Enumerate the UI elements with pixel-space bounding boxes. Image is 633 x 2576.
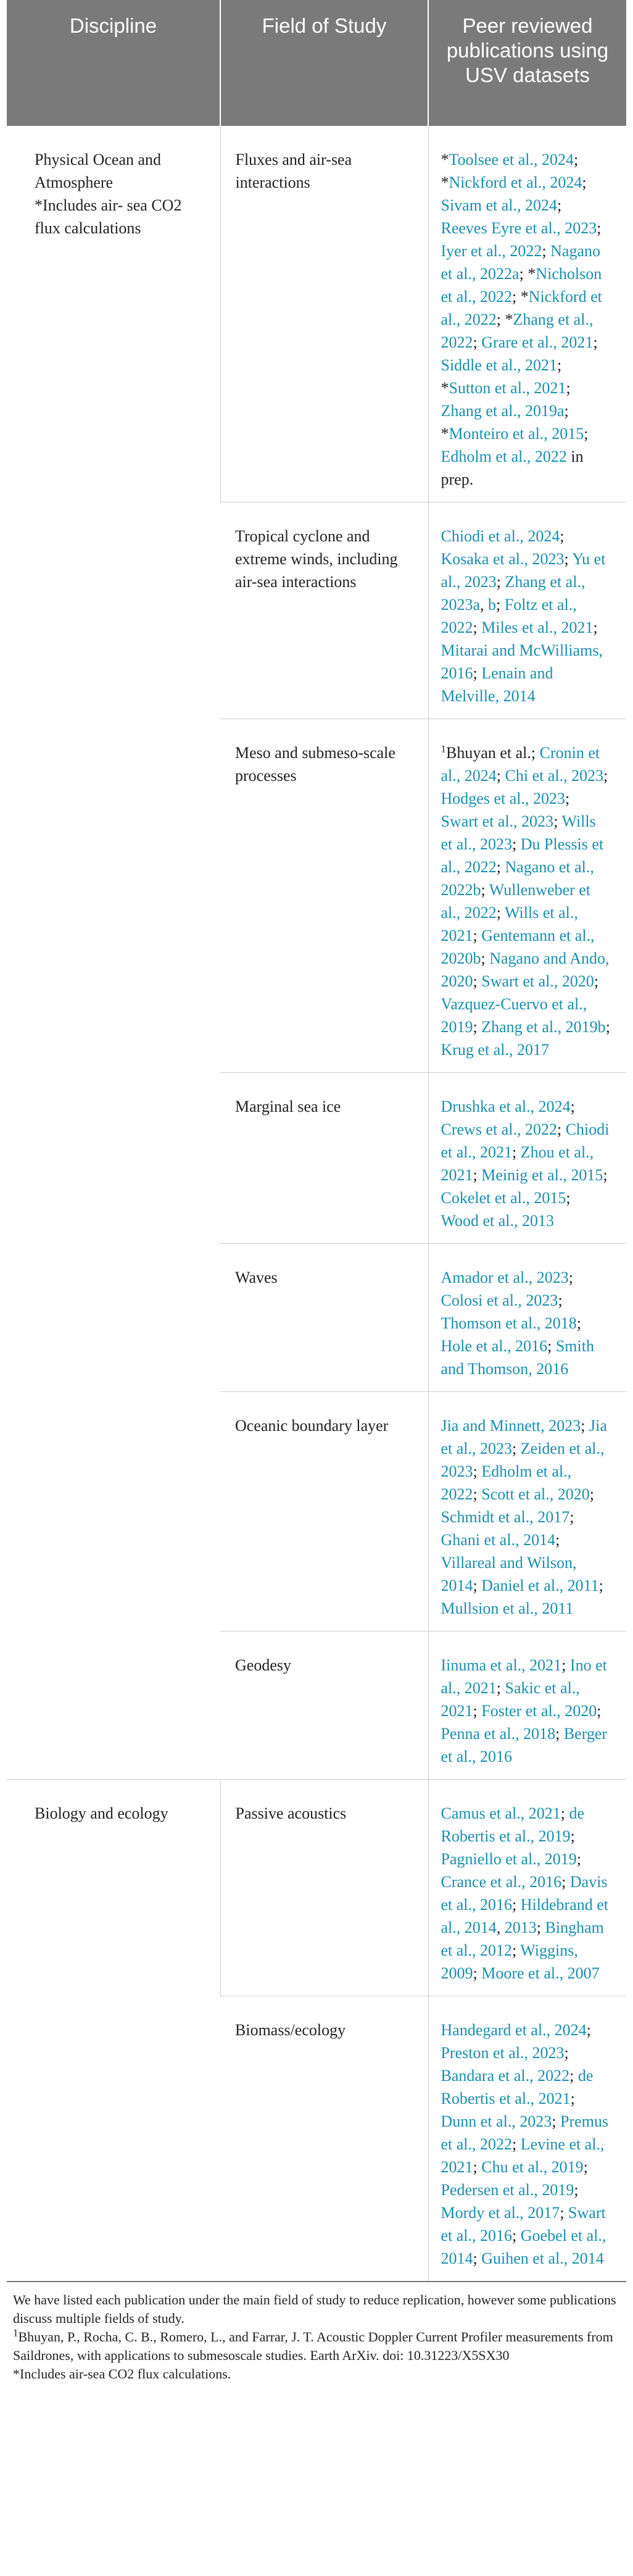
field-of-study-cell: Oceanic boundary layer — [220, 1392, 428, 1632]
citation-link[interactable]: Gentemann et al., 2020b — [441, 927, 595, 967]
citation-link[interactable]: Zhang et al., 2019a — [441, 402, 565, 420]
citation-separator: ; — [560, 1804, 569, 1822]
citation-separator: ; — [496, 573, 505, 591]
table-body — [7, 126, 626, 2282]
citation-separator: in prep. — [441, 448, 584, 488]
citation-link[interactable]: Mordy et al., 2017 — [441, 2204, 560, 2222]
citation-link[interactable]: de Robertis et al., 2019 — [441, 1804, 585, 1845]
citation-separator: ; — [581, 1417, 589, 1435]
discipline-note: *Includes air- sea CO2 flux calculations — [35, 196, 182, 237]
citation-link[interactable]: Siddle et al., 2021 — [441, 356, 557, 374]
field-of-study-cell: Biomass/ecology — [220, 1996, 428, 2282]
citation-link[interactable]: Nagano and Ando, 2020 — [441, 949, 610, 990]
table-footnotes — [7, 2282, 626, 2383]
footnote-bhuyan-text: Bhuyan, P., Rocha, C. B., Romero, L., and Farrar, J. T. Acoustic Doppler Current Profiler measurements from Saildrones, with applications to submesoscale studies. Earth ArXiv. doi: 10.31223/X5SX30 — [13, 2329, 613, 2363]
citation-separator: ; — [566, 379, 571, 397]
citation-link[interactable]: Chiodi et al., 2021 — [441, 1120, 610, 1161]
citation-link[interactable]: Nagano et al., 2022b — [441, 858, 594, 899]
citation-link[interactable]: Berger et al., 2016 — [441, 1725, 608, 1765]
publications-cell — [428, 126, 626, 502]
citation-link[interactable]: Grare et al., 2021 — [481, 333, 594, 351]
citation-separator: ; — [473, 2158, 482, 2176]
citation-separator: ; — [496, 904, 505, 922]
citation-separator: ; — [560, 2204, 569, 2222]
citation-separator: ; — [512, 2227, 521, 2245]
citation-separator: ; — [593, 333, 598, 351]
citation-link[interactable]: Villareal and Wilson, 2014 — [441, 1554, 577, 1594]
citation-link[interactable]: Hildebrand et al., 2014 — [441, 1896, 608, 1936]
citation-separator: ; — [496, 311, 505, 328]
citation-link[interactable]: Wills et al., 2023 — [441, 812, 596, 853]
citation-separator: ; — [574, 2181, 579, 2199]
citation-separator: ; — [496, 858, 505, 876]
publications-cell — [428, 1073, 626, 1244]
citation-separator: ; — [473, 1577, 482, 1594]
citation-link[interactable]: Goebel et al., 2014 — [441, 2227, 606, 2267]
citation-link[interactable]: Swart et al., 2016 — [441, 2204, 606, 2245]
citation-separator: ; — [564, 2044, 569, 2062]
usv-publications-table — [7, 0, 626, 2282]
citation-separator: ; — [603, 767, 608, 785]
citation-separator: ; — [553, 812, 562, 830]
citation-link[interactable]: Davis et al., 2016 — [441, 1873, 608, 1914]
footnote-replication: We have listed each publication under the main field of study to reduce replication, however some publications discuss multiple fields of study. — [13, 2292, 616, 2326]
citation-link[interactable]: Pedersen et al., 2019 — [441, 2181, 574, 2199]
citation-link[interactable]: Smith and Thomson, 2016 — [441, 1337, 594, 1378]
citation-link[interactable]: Colosi et al., 2023 — [441, 1291, 558, 1309]
citation-link[interactable]: Chi et al., 2023 — [505, 767, 604, 785]
citation-separator: ; — [603, 1166, 608, 1184]
citation-link[interactable]: de Robertis et al., 2021 — [441, 2067, 594, 2107]
citation-link[interactable]: Iyer et al., 2022 — [441, 242, 542, 260]
citation-link[interactable]: Nagano et al., 2022a — [441, 242, 600, 283]
citation-link[interactable]: Cronin et al., 2024 — [441, 744, 600, 785]
citation-link[interactable]: Jia and Minnett, 2023 — [441, 1417, 581, 1435]
publication-table-figure — [7, 0, 626, 2383]
footnote-mark: 1 — [13, 2327, 19, 2339]
citation-separator: ; — [473, 1166, 482, 1184]
citation-separator: ; — [556, 196, 562, 214]
citation-link[interactable]: Zhang et al., 2019b — [481, 1018, 606, 1036]
footnote-bhuyan — [13, 2328, 620, 2365]
citation-link[interactable]: Nicholson et al., 2022 — [441, 265, 602, 306]
citation-link[interactable]: Penna et al., 2018 — [441, 1725, 556, 1743]
citation-separator: ; — [512, 2135, 521, 2153]
citation-separator: ; — [556, 356, 562, 374]
citation-separator: * — [441, 379, 449, 397]
citation-separator: ; — [574, 151, 579, 169]
citation-separator: ; — [481, 881, 489, 899]
publications-cell — [428, 1780, 626, 1996]
citation-link[interactable]: Crews et al., 2022 — [441, 1120, 557, 1138]
citation-separator: ; — [481, 949, 490, 967]
citation-link[interactable]: Edholm et al., 2022 — [441, 1462, 572, 1503]
citation-link[interactable]: Krug et al., 2017 — [441, 1041, 549, 1059]
citation-link[interactable]: Lenain and Melville, 2014 — [441, 664, 553, 705]
citation-link[interactable]: Ghani et al., 2014 — [441, 1531, 556, 1549]
citation-separator: ; — [542, 242, 551, 260]
citation-separator: , — [496, 1919, 505, 1936]
citation-link[interactable]: Cokelet et al., 2015 — [441, 1189, 566, 1207]
citation-separator: * — [528, 265, 536, 283]
citation-separator: ; — [512, 1941, 521, 1959]
citation-separator: Bhuyan et al.; — [446, 744, 540, 762]
discipline-name: Biology and ecology — [35, 1804, 168, 1822]
citation-separator: ; — [569, 1508, 574, 1526]
citation-link[interactable]: Scott et al., 2020 — [481, 1485, 590, 1503]
citation-separator: ; — [473, 333, 482, 351]
field-of-study-cell: Waves — [220, 1244, 428, 1392]
citation-link[interactable]: Nickford et al., 2024 — [449, 173, 582, 191]
citation-link[interactable]: Vazquez-Cuervo et al., 2019 — [441, 995, 587, 1036]
citation-separator: ; — [473, 664, 482, 682]
citation-separator: ; — [556, 1120, 566, 1138]
citation-link[interactable]: b — [488, 596, 497, 614]
citation-separator: ; — [565, 790, 570, 807]
citation-separator: ; — [570, 1098, 575, 1115]
publications-cell — [428, 719, 626, 1073]
citation-separator: * — [441, 425, 449, 443]
citation-separator: ; — [568, 1269, 573, 1286]
citation-link[interactable]: Miles et al., 2021 — [481, 619, 594, 636]
citation-link[interactable]: Reeves Eyre et al., 2023 — [441, 219, 597, 237]
citation-separator: ; — [512, 835, 521, 853]
citation-separator: ; — [570, 1827, 575, 1845]
citation-link[interactable]: Mullsion et al., 2011 — [441, 1599, 574, 1617]
citation-separator: ; — [586, 2021, 591, 2039]
citation-link[interactable]: Chu et al., 2019 — [481, 2158, 584, 2176]
citation-separator: ; — [597, 219, 602, 237]
header-publications: Peer reviewed publications using USV datasets — [428, 0, 626, 126]
publications-cell — [428, 1244, 626, 1392]
citation-separator: ; — [569, 2067, 578, 2085]
citation-link[interactable]: Pagniello et al., 2019 — [441, 1850, 577, 1868]
citation-separator: ; — [564, 402, 569, 420]
citation-link[interactable]: Swart et al., 2023 — [441, 812, 554, 830]
citation-link[interactable]: Wullenweber et al., 2022 — [441, 881, 591, 922]
field-of-study-cell: Fluxes and air-sea interactions — [220, 126, 428, 502]
citation-link[interactable]: Wiggins, 2009 — [441, 1941, 578, 1982]
citation-link[interactable]: Drushka et al., 2024 — [441, 1098, 571, 1115]
citation-separator: ; — [473, 2249, 482, 2267]
field-of-study-cell: Marginal sea ice — [220, 1073, 428, 1244]
citation-separator: ; — [473, 927, 482, 944]
citation-link[interactable]: Guihen et al., 2014 — [481, 2249, 604, 2267]
citation-separator: ; — [536, 1919, 545, 1936]
citation-separator: ; — [473, 1964, 482, 1982]
citation-separator: ; — [555, 1531, 560, 1549]
citation-separator: ; — [561, 1873, 570, 1891]
citation-separator: ; — [576, 1850, 581, 1868]
citation-link[interactable]: Kosaka et al., 2023 — [441, 550, 565, 568]
citation-link[interactable]: Premus et al., 2022 — [441, 2112, 609, 2153]
citation-link[interactable]: Amador et al., 2023 — [441, 1269, 569, 1286]
citation-separator: ; — [512, 1896, 521, 1914]
citation-link[interactable]: Zhang et al., 2022 — [441, 311, 594, 351]
citation-separator: ; — [558, 1291, 563, 1309]
citation-link[interactable]: Wills et al., 2021 — [441, 904, 578, 944]
citation-separator: * — [505, 311, 513, 328]
citation-separator: ; — [564, 550, 573, 568]
field-of-study-cell: Tropical cyclone and extreme winds, including air-sea interactions — [220, 502, 428, 719]
citation-link[interactable]: Crance et al., 2016 — [441, 1873, 562, 1891]
citation-separator: ; — [561, 1656, 570, 1674]
citation-separator: ; — [605, 1018, 610, 1036]
header-field-of-study: Field of Study — [220, 0, 428, 126]
citation-link[interactable]: Swart et al., 2020 — [481, 972, 594, 990]
citation-link[interactable]: Toolsee et al., 2024 — [449, 151, 574, 169]
citation-link[interactable]: Ino et al., 2021 — [441, 1656, 607, 1697]
citation-separator: ; — [593, 619, 598, 636]
citation-separator: * — [441, 151, 449, 169]
citation-separator: ; — [519, 265, 528, 283]
citation-link[interactable]: Handegard et al., 2024 — [441, 2021, 587, 2039]
discipline-cell — [7, 1780, 220, 2282]
citation-link[interactable]: Chiodi et al., 2024 — [441, 527, 560, 545]
citation-link[interactable]: Thomson et al., 2018 — [441, 1314, 577, 1332]
citation-link[interactable]: Zhang et al., 2023a — [441, 573, 585, 614]
discipline-name: Physical Ocean and Atmosphere — [35, 151, 162, 191]
citation-separator: ; — [576, 1314, 581, 1332]
citation-link[interactable]: Nickford et al., 2022 — [441, 288, 602, 328]
citation-separator: ; — [594, 972, 599, 990]
citation-link[interactable]: Yu et al., 2023 — [441, 550, 606, 591]
citation-link[interactable]: Zeiden et al., 2023 — [441, 1440, 605, 1480]
citation-separator: ; — [512, 1143, 521, 1161]
citation-link[interactable]: 2013 — [504, 1919, 537, 1936]
citation-link[interactable]: Dunn et al., 2023 — [441, 2112, 552, 2130]
citation-separator: ; — [473, 972, 482, 990]
citation-link[interactable]: Foster et al., 2020 — [481, 1702, 597, 1720]
discipline-cell — [7, 126, 220, 1780]
publications-cell — [428, 1996, 626, 2282]
citation-link[interactable]: Edholm et al., 2022 — [441, 448, 567, 465]
citation-link[interactable]: Zhou et al., 2021 — [441, 1143, 594, 1184]
citation-link[interactable]: Levine et al., 2021 — [441, 2135, 605, 2176]
citation-link[interactable]: Wood et al., 2013 — [441, 1212, 554, 1230]
header-row — [7, 0, 626, 126]
table-header — [7, 0, 626, 126]
citation-separator: ; — [473, 1018, 482, 1036]
field-of-study-cell: Meso and submeso-scale processes — [220, 719, 428, 1073]
citation-separator: * — [441, 173, 449, 191]
citation-separator: ; — [555, 1725, 564, 1743]
citation-separator: ; — [597, 1702, 602, 1720]
citation-separator: ; — [496, 596, 505, 614]
citation-separator: ; — [473, 1702, 482, 1720]
citation-link[interactable]: Hodges et al., 2023 — [441, 790, 565, 807]
citation-link[interactable]: Schmidt et al., 2017 — [441, 1508, 570, 1526]
citation-link[interactable]: Sakic et al., 2021 — [441, 1679, 580, 1720]
citation-link[interactable]: Camus et al., 2021 — [441, 1804, 561, 1822]
citation-separator: ; — [560, 527, 565, 545]
citation-link[interactable]: Preston et al., 2023 — [441, 2044, 565, 2062]
footnote-mark: 1 — [441, 743, 446, 755]
field-of-study-cell: Passive acoustics — [220, 1780, 428, 1996]
table-row — [7, 126, 626, 502]
citation-separator: ; — [473, 1462, 482, 1480]
citation-separator: ; — [582, 173, 587, 191]
citation-link[interactable]: Du Plessis et al., 2022 — [441, 835, 604, 876]
citation-link[interactable]: Bandara et al., 2022 — [441, 2067, 570, 2085]
citation-link[interactable]: Moore et al., 2007 — [481, 1964, 600, 1982]
citation-link[interactable]: Meinig et al., 2015 — [481, 1166, 603, 1184]
citation-link[interactable]: Mitarai and McWilliams, 2016 — [441, 641, 603, 682]
citation-link[interactable]: Foltz et al., 2022 — [441, 596, 577, 636]
citation-separator: , — [480, 596, 489, 614]
citation-link[interactable]: Sivam et al., 2024 — [441, 196, 557, 214]
citation-link[interactable]: Sutton et al., 2021 — [449, 379, 566, 397]
citation-separator: ; — [598, 1577, 603, 1594]
citation-separator: ; — [584, 425, 589, 443]
citation-link[interactable]: Hole et al., 2016 — [441, 1337, 548, 1355]
citation-link[interactable]: Jia et al., 2023 — [441, 1417, 607, 1457]
citation-separator: * — [520, 288, 529, 306]
citation-separator: ; — [552, 2112, 561, 2130]
citation-separator: ; — [512, 1440, 521, 1457]
citation-link[interactable]: Monteiro et al., 2015 — [449, 425, 584, 443]
citation-separator: ; — [570, 2090, 575, 2107]
citation-separator: ; — [583, 2158, 588, 2176]
citation-link[interactable]: Iinuma et al., 2021 — [441, 1656, 562, 1674]
publications-cell — [428, 1632, 626, 1780]
header-discipline: Discipline — [7, 0, 220, 126]
citation-separator: ; — [496, 1679, 505, 1697]
publications-cell — [428, 502, 626, 719]
citation-separator: ; — [547, 1337, 556, 1355]
citation-separator: ; — [589, 1485, 594, 1503]
citation-separator: ; — [473, 1485, 482, 1503]
citation-separator: ; — [512, 288, 521, 306]
citation-separator: ; — [496, 767, 505, 785]
citation-link[interactable]: Bingham et al., 2012 — [441, 1919, 604, 1959]
publications-cell — [428, 1392, 626, 1632]
footnote-co2: *Includes air-sea CO2 flux calculations. — [13, 2366, 231, 2382]
field-of-study-cell: Geodesy — [220, 1632, 428, 1780]
citation-separator: ; — [473, 619, 482, 636]
table-row — [7, 1780, 626, 1996]
citation-separator: ; — [566, 1189, 571, 1207]
citation-link[interactable]: Daniel et al., 2011 — [481, 1577, 599, 1594]
